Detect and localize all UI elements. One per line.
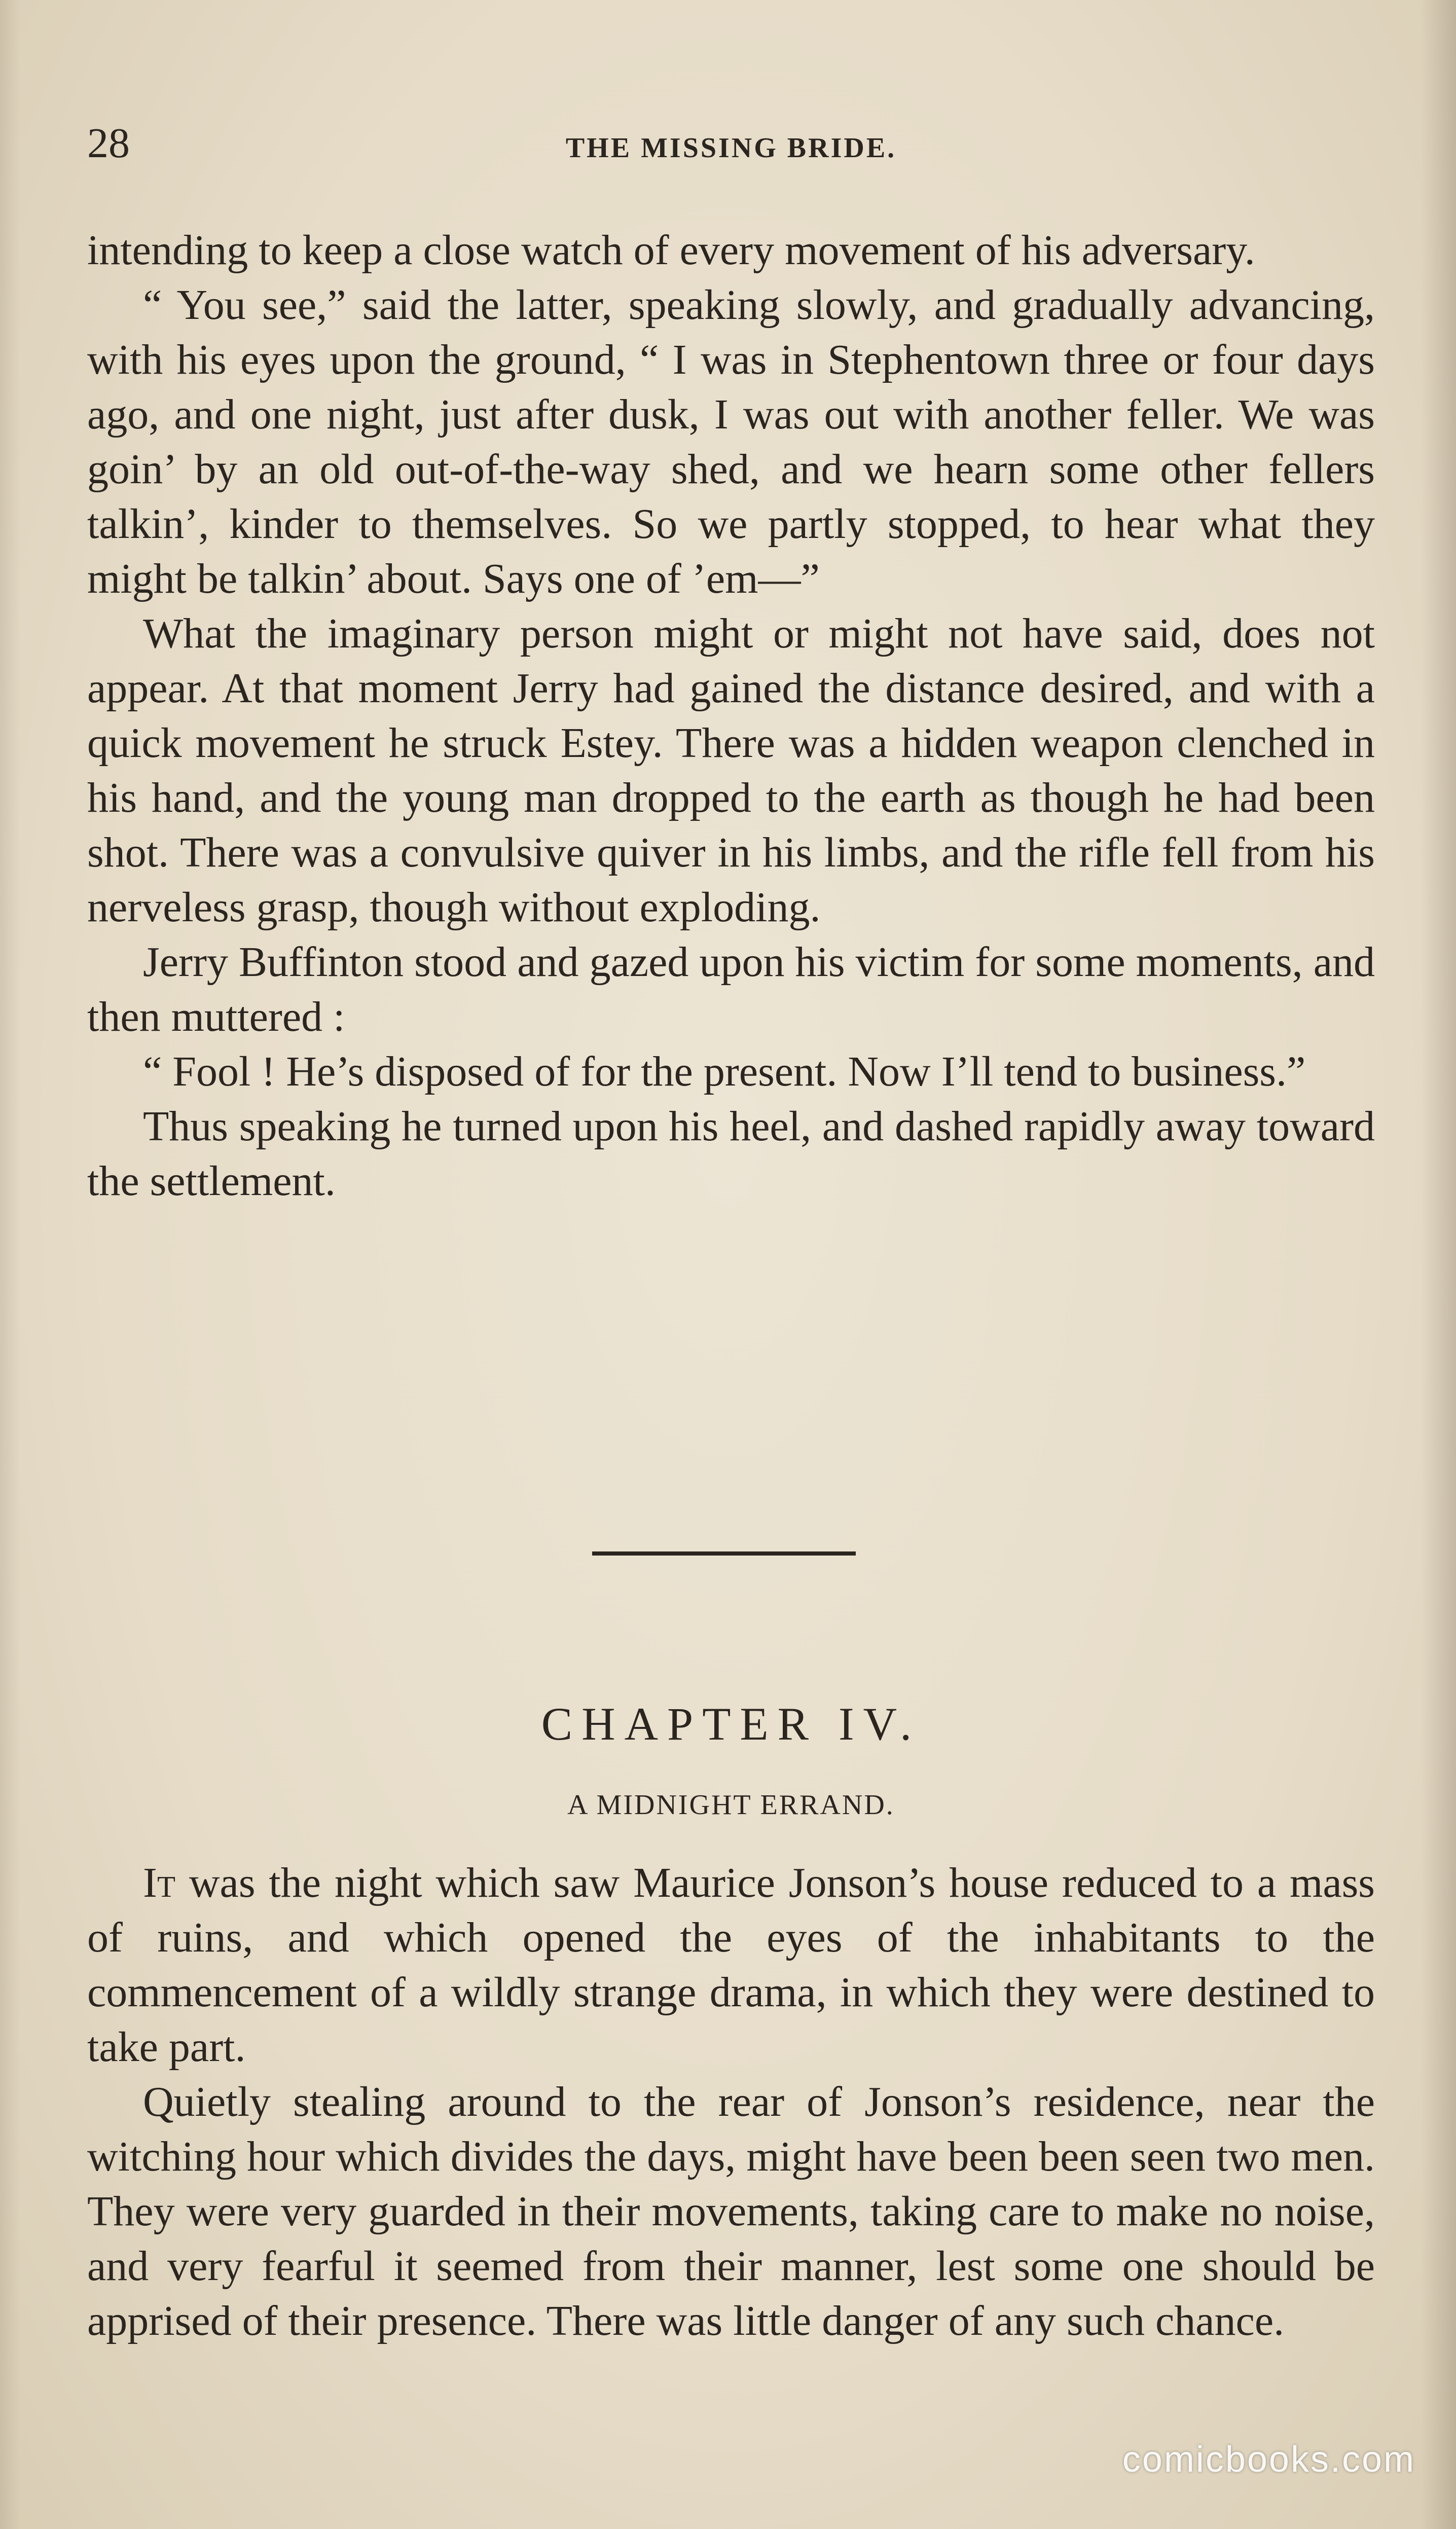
paragraph: intending to keep a close watch of every movement of his adversary. <box>87 227 1255 274</box>
paragraph: What the imaginary person might or might not have said, does not appear. At that moment Jerry had gained the distance desired, and with a quick movement he struck Estey. There was a hidden weapon clenched in his hand, and the young man dropped to the earth as though he had been shot. There was a convulsive quiver in his limbs, and the rifle fell from his nerveless grasp, though without exploding. <box>87 610 1375 931</box>
running-title: THE MISSING BRIDE. <box>565 132 897 164</box>
chapter-heading: CHAPTER IV. <box>541 1698 921 1750</box>
paragraph: Quietly stealing around to the rear of Jonson’s residence, near the witching hour which divides the days, might have been been seen two men. They were very guarded in their movements, taking care to make no noise, and very fearful it seemed from their manner, lest some one should be apprised of their presence. There was little danger of any such chance. <box>87 2078 1375 2344</box>
paragraph-text: was the night which saw Maurice Jonson’s house reduced to a mass of ruins, and which opened the eyes of the inhabitants to the commencement of a wildly strange drama, in which they were destined to take part. <box>87 1859 1375 2071</box>
paragraph: “ Fool ! He’s disposed of for the present. Now I’ll tend to business.” <box>143 1048 1306 1095</box>
paragraph: “ You see,” said the latter, speaking slowly, and gradually advancing, with his eyes upon the ground, “ I was in Stephentown three or four days ago, and one night, just after dusk, I was out with another feller. We was goin’ by an old out-of-the-way shed, and we hearn some other fellers talkin’, kinder to themselves. So we partly stopped, to hear what they might be talkin’ about. Says one of ’em—” <box>87 281 1375 602</box>
body-text-section-2 <box>87 1856 1375 2349</box>
page-header <box>87 116 1375 176</box>
body-text-section-1 <box>87 223 1375 1209</box>
page-number: 28 <box>87 120 130 167</box>
paragraph <box>87 1856 1375 2075</box>
paragraph: Jerry Buffinton stood and gazed upon his victim for some moments, and then muttered : <box>87 938 1375 1040</box>
paragraph: Thus speaking he turned upon his heel, and dashed rapidly away toward the settlement. <box>87 1103 1375 1205</box>
section-divider-rule <box>592 1551 856 1556</box>
page-shadow-right <box>1421 0 1456 2529</box>
watermark: comicbooks.com <box>1122 2439 1415 2480</box>
page-shadow-left <box>0 0 20 2529</box>
chapter-subtitle: A MIDNIGHT ERRAND. <box>567 1789 895 1821</box>
opening-word: It <box>143 1859 176 1906</box>
